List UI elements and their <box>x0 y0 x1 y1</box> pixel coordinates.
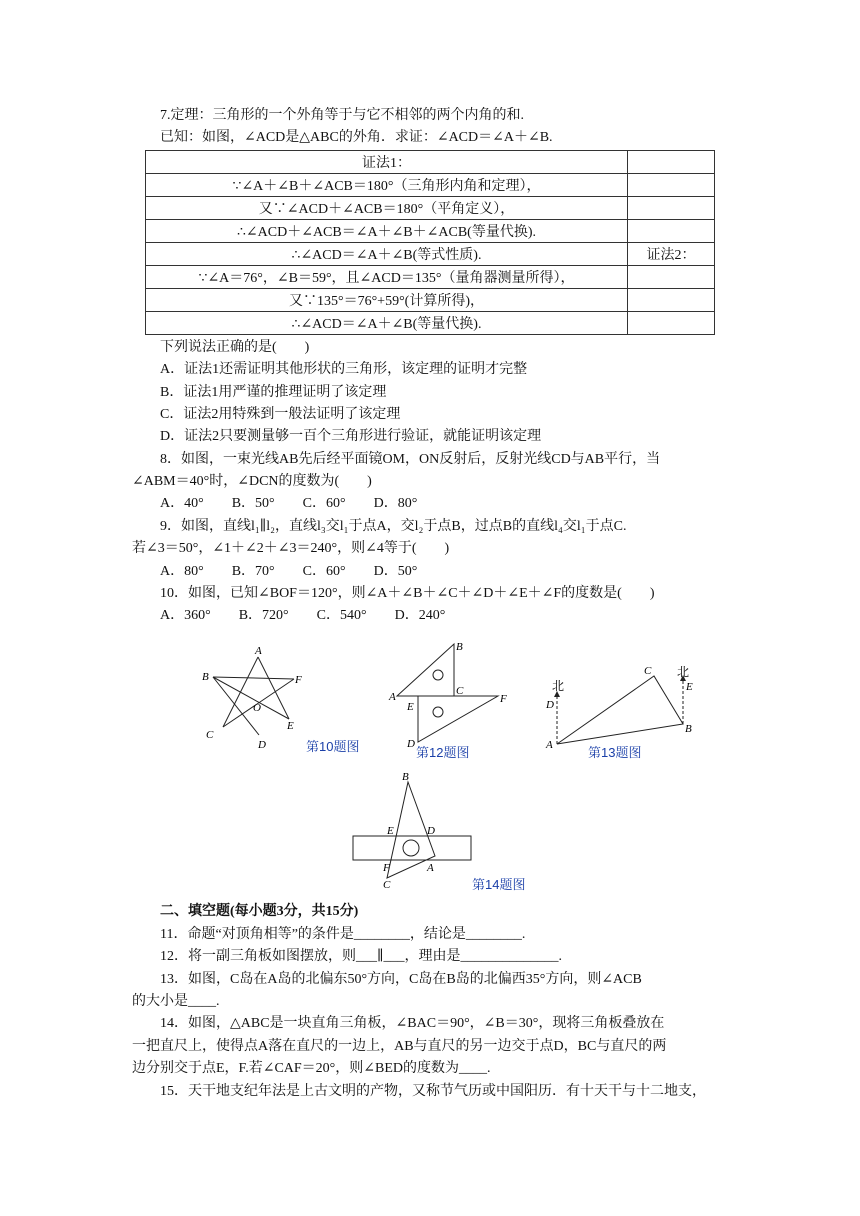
q9-options: A．80° B．70° C．60° D．50° <box>160 564 418 579</box>
svg-text:F: F <box>500 693 507 705</box>
svg-text:C: C <box>206 729 214 741</box>
table-row <box>146 266 715 289</box>
q7-given: 已知：如图，∠ACD是△ABC的外角．求证：∠ACD＝∠A＋∠B. <box>160 130 553 145</box>
table-row <box>146 151 715 174</box>
north-label-b: 北 <box>677 665 690 679</box>
q9-line2: 若∠3＝50°，∠1＋∠2＋∠3＝240°，则∠4等于( ) <box>132 541 450 556</box>
q7-option-b: B．证法1用严谨的推理证明了该定理 <box>160 385 387 400</box>
q8-line2: ∠ABM＝40°时，∠DCN的度数为( ) <box>132 474 372 489</box>
proof-cell: ∴∠ACD＝∠A＋∠B(等量代换). <box>146 312 628 335</box>
figure-12-set-squares <box>385 636 515 751</box>
north-label-a: 北 <box>552 679 565 693</box>
svg-text:D: D <box>546 699 554 711</box>
figure-12-caption: 第12题图 <box>416 745 470 760</box>
svg-text:C: C <box>383 879 391 891</box>
svg-text:O: O <box>253 702 261 714</box>
proof-side-cell <box>628 220 715 243</box>
proof-table <box>145 150 715 335</box>
svg-text:E: E <box>686 681 693 693</box>
proof-side-cell: 证法2： <box>628 243 715 266</box>
table-row <box>146 312 715 335</box>
proof-cell: 又∵∠ACD＋∠ACB＝180°（平角定义）， <box>146 197 628 220</box>
figure-13-islands <box>540 660 710 755</box>
q10-options: A．360° B．720° C．540° D．240° <box>160 608 446 623</box>
q8-line1: 8．如图，一束光线AB先后经平面镜OM，ON反射后，反射光线CD与AB平行，当 <box>160 452 661 467</box>
svg-text:F: F <box>383 862 390 874</box>
proof-cell: ∵∠A＋∠B＋∠ACB＝180°（三角形内角和定理）， <box>146 174 628 197</box>
svg-text:D: D <box>258 739 266 751</box>
q7-prompt: 下列说法正确的是( ) <box>160 340 310 355</box>
q10-line1: 10．如图，已知∠BOF＝120°，则∠A＋∠B＋∠C＋∠D＋∠E＋∠F的度数是( ) <box>160 586 655 601</box>
svg-text:A: A <box>389 691 396 703</box>
proof-side-cell <box>628 197 715 220</box>
figure-14-caption: 第14题图 <box>472 877 526 892</box>
table-row <box>146 289 715 312</box>
svg-text:F: F <box>295 674 302 686</box>
table-row <box>146 197 715 220</box>
q7-stem: 7.定理：三角形的一个外角等于与它不相邻的两个内角的和. <box>160 108 524 123</box>
figure-10-caption: 第10题图 <box>306 739 360 754</box>
q14-line2: 一把直尺上，使得点A落在直尺的一边上，AB与直尺的另一边交于点D，BC与直尺的两 <box>132 1039 667 1054</box>
q12: 12．将一副三角板如图摆放，则___∥___，理由是______________. <box>160 949 562 964</box>
proof-cell: ∴∠ACD＋∠ACB＝∠A＋∠B＋∠ACB(等量代换). <box>146 220 628 243</box>
svg-text:D: D <box>427 825 435 837</box>
figure-14-triangle-ruler <box>345 768 485 893</box>
svg-text:B: B <box>685 723 692 735</box>
proof-side-cell <box>628 174 715 197</box>
svg-text:E: E <box>287 720 294 732</box>
table-row <box>146 243 715 266</box>
figure-13-caption: 第13题图 <box>588 745 642 760</box>
q7-option-c: C．证法2用特殊到一般法证明了该定理 <box>160 407 401 422</box>
proof-side-cell <box>628 312 715 335</box>
q7-option-d: D．证法2只要测量够一百个三角形进行验证，就能证明该定理 <box>160 429 542 444</box>
figure-10-star <box>195 640 310 755</box>
q13-line2: 的大小是____. <box>132 994 220 1009</box>
table-row <box>146 174 715 197</box>
q8-options: A．40° B．50° C．60° D．80° <box>160 496 418 511</box>
section-2-title: 二、填空题(每小题3分，共15分) <box>160 904 359 919</box>
svg-text:A: A <box>546 739 553 751</box>
proof-cell: 又∵135°＝76°+59°(计算所得)， <box>146 289 628 312</box>
svg-text:A: A <box>255 645 262 657</box>
table-row <box>146 220 715 243</box>
svg-text:E: E <box>407 701 414 713</box>
svg-text:E: E <box>387 825 394 837</box>
proof-cell: 证法1： <box>146 151 628 174</box>
proof-cell: ∵∠A＝76°，∠B＝59°，且∠ACD＝135°（量角器测量所得）， <box>146 266 628 289</box>
q14-line3: 边分别交于点E，F.若∠CAF＝20°，则∠BED的度数为____. <box>132 1061 491 1076</box>
q11: 11．命题“对顶角相等”的条件是________，结论是________. <box>160 927 526 942</box>
q7-option-a: A．证法1还需证明其他形状的三角形，该定理的证明才完整 <box>160 362 528 377</box>
svg-text:B: B <box>456 641 463 653</box>
q13-line1: 13．如图，C岛在A岛的北偏东50°方向，C岛在B岛的北偏西35°方向，则∠ACB <box>160 972 642 987</box>
proof-cell: ∴∠ACD＝∠A＋∠B(等式性质). <box>146 243 628 266</box>
q9-line1: 9．如图，直线l₁∥l₂，直线l₃交l₁于点A，交l₂于点B，过点B的直线l₄交l₁于点C. <box>160 519 627 534</box>
q15-line1: 15．天干地支纪年法是上古文明的产物，又称节气历或中国阳历．有十天干与十二地支， <box>160 1084 706 1099</box>
svg-text:B: B <box>202 671 209 683</box>
svg-text:C: C <box>644 665 652 677</box>
svg-text:D: D <box>407 738 415 750</box>
svg-text:B: B <box>402 771 409 783</box>
svg-text:A: A <box>427 862 434 874</box>
proof-side-cell <box>628 289 715 312</box>
proof-side-cell <box>628 151 715 174</box>
proof-side-cell <box>628 266 715 289</box>
q14-line1: 14．如图，△ABC是一块直角三角板，∠BAC＝90°，∠B＝30°，现将三角板叠放在 <box>160 1016 665 1031</box>
svg-text:C: C <box>456 685 464 697</box>
